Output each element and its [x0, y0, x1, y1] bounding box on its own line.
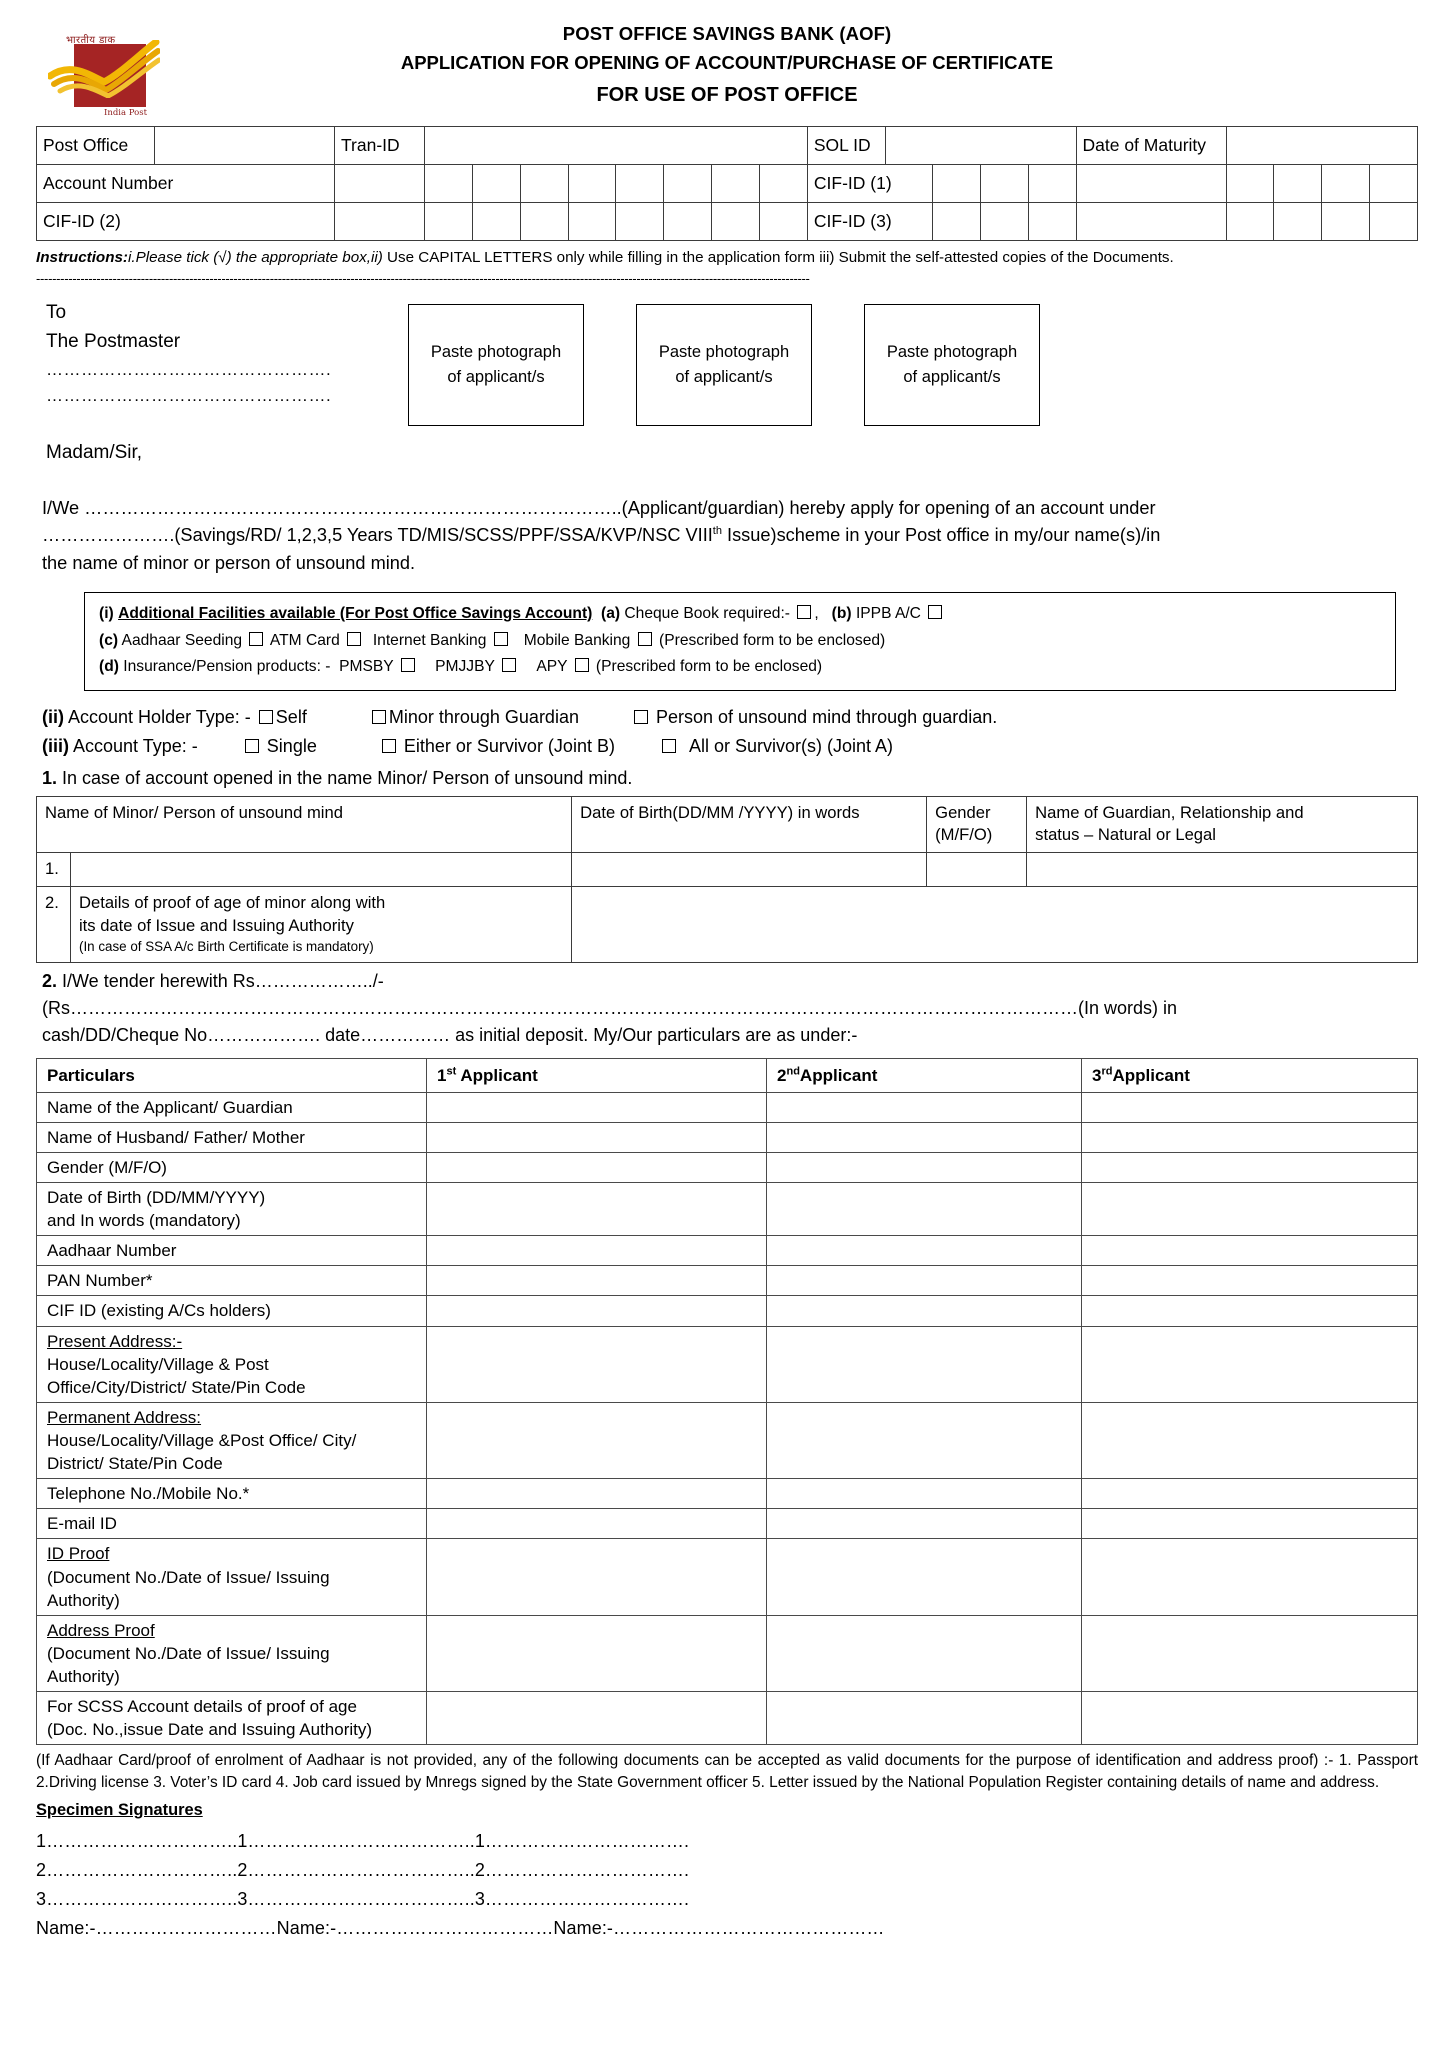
title-block — [36, 14, 1418, 108]
particulars-label-line: PAN Number* — [47, 1271, 153, 1291]
minor-details-table — [36, 796, 1418, 963]
minor-col-dob-main: Date of Birth — [580, 802, 673, 822]
minor-row1-guardian-field[interactable] — [1027, 853, 1418, 887]
facilities-pmsby-text: PMSBY — [339, 658, 394, 676]
cif3-box[interactable] — [1076, 203, 1226, 241]
account-holder-type-row — [42, 703, 1418, 732]
facilities-i-label: (i) — [99, 604, 114, 622]
checkbox-holder-unsound-mind[interactable] — [634, 710, 648, 724]
photo-box-2-line1: Paste photograph — [658, 343, 790, 361]
section2-cheque-blank[interactable]: ………………. — [207, 1024, 321, 1045]
facilities-c-label: (c) — [99, 631, 119, 649]
instructions-line — [36, 248, 1418, 268]
cif3-box[interactable] — [1226, 203, 1274, 241]
section1-heading — [42, 767, 1418, 791]
particulars-label-line: District/ State/Pin Code — [47, 1454, 223, 1474]
logo-swoosh-icon — [48, 40, 160, 98]
particulars-label-cell — [37, 1182, 427, 1235]
particulars-value-cell-applicant-1[interactable] — [427, 1326, 767, 1402]
table-row — [37, 1692, 1418, 1745]
cif2-box[interactable] — [712, 203, 760, 241]
declaration-line2-tail: Issue)scheme in your Post office in my/our name(s)/in — [721, 525, 1161, 546]
cif2-box[interactable] — [616, 203, 664, 241]
photo-box-1-line1: Paste photograph — [430, 343, 562, 361]
addressee-postmaster: The Postmaster — [46, 331, 181, 353]
particulars-label-line: House/Locality/Village & Post — [47, 1354, 269, 1374]
particulars-value-cell-applicant-3[interactable] — [1082, 1539, 1418, 1615]
specimen-signatures-block — [36, 1827, 1418, 1944]
office-row-2 — [37, 165, 1418, 203]
particulars-label-line: and In words (mandatory) — [47, 1211, 241, 1231]
section2-number: 2. — [42, 970, 58, 991]
section2-line1-b: /-(Rs — [42, 970, 384, 1018]
account-holder-type-num: (ii) — [42, 707, 64, 728]
particulars-label-line: ID Proof — [47, 1544, 110, 1564]
minor-table-header-row — [37, 796, 1418, 853]
particulars-value-cell-applicant-3[interactable] — [1082, 1509, 1418, 1539]
minor-col-name: Name of Minor/ Person of unsound mind — [37, 796, 572, 853]
declaration-name-blank[interactable]: …………………………………………………………………………….. — [84, 497, 622, 518]
option-holder-unsound-mind: Person of unsound mind through guardian. — [656, 707, 998, 728]
minor-col-guardian-l2: status – Natural or Legal — [1035, 825, 1216, 845]
particulars-label-line: Present Address:- — [47, 1331, 183, 1351]
cif2-box[interactable] — [760, 203, 808, 241]
facilities-d-note: (Prescribed form to be enclosed) — [595, 658, 823, 676]
documents-footnote: (If Aadhaar Card/proof of enrolment of Aadhaar is not provided, any of the following documents can be accepted as valid documents for the purpose of identification and address proof) :- 1. Passport 2.Driving license 3. Voter’s ID card 4. Job card issued by Mnregs signed by the State Government officer 5. Letter issued by the National Population Register containing details of name and address. — [36, 1752, 1418, 1792]
declaration-line1-tail: (Applicant/guardian) hereby apply for opening of an account under — [621, 497, 1156, 518]
checkbox-type-all-survivor[interactable] — [662, 739, 676, 753]
specimen-signatures-heading: Specimen Signatures — [36, 1801, 203, 1820]
particulars-col-header: Particulars — [37, 1058, 427, 1092]
particulars-value-cell-applicant-3[interactable] — [1082, 1182, 1418, 1235]
facilities-a-label: (a) — [601, 604, 621, 622]
particulars-label-line: Date of Birth (DD/MM/YYYY) — [47, 1187, 266, 1207]
facilities-cheque-book-text: Cheque Book required:- — [624, 604, 790, 622]
specimen-name-line[interactable]: Name:-…………………………Name:-………………………………Name:-……………………………………… — [36, 1918, 885, 1939]
facilities-aadhaar-seeding-text: Aadhaar Seeding — [121, 631, 243, 649]
minor-col-gender-l1: Gender — [935, 802, 991, 822]
particulars-value-cell-applicant-1[interactable] — [427, 1122, 767, 1152]
particulars-label-line: Gender (M/F/O) — [47, 1157, 167, 1177]
minor-col-gender-l2: (M/F/O) — [935, 825, 993, 845]
facilities-row-c — [99, 628, 1385, 655]
applicant3-num: 3 — [1092, 1065, 1102, 1085]
acct-box[interactable] — [520, 165, 568, 203]
office-row-1 — [37, 127, 1418, 165]
particulars-header-row — [37, 1058, 1418, 1092]
checkbox-pmjjby[interactable] — [502, 658, 516, 672]
particulars-value-cell-applicant-1[interactable] — [427, 1479, 767, 1509]
particulars-value-cell-applicant-3[interactable] — [1082, 1326, 1418, 1402]
label-sol-id: SOL ID — [807, 127, 885, 165]
checkbox-apy[interactable] — [575, 658, 589, 672]
cif1-box[interactable] — [1226, 165, 1274, 203]
particulars-value-cell-applicant-1[interactable] — [427, 1692, 767, 1745]
particulars-label-cell — [37, 1539, 427, 1615]
particulars-value-cell-applicant-1[interactable] — [427, 1266, 767, 1296]
particulars-value-cell-applicant-2[interactable] — [767, 1479, 1082, 1509]
particulars-label-line: Authority) — [47, 1666, 120, 1686]
particulars-value-cell-applicant-3[interactable] — [1082, 1236, 1418, 1266]
particulars-value-cell-applicant-1[interactable] — [427, 1236, 767, 1266]
particulars-label-cell — [37, 1092, 427, 1122]
applicant2-sup: nd — [786, 1064, 800, 1077]
particulars-value-cell-applicant-2[interactable] — [767, 1152, 1082, 1182]
cif3-box[interactable] — [1274, 203, 1322, 241]
cif3-box[interactable] — [1370, 203, 1418, 241]
acct-box[interactable] — [472, 165, 520, 203]
instructions-rest: Use CAPITAL LETTERS only while filling in the application form iii) Submit the self-attested copies of the Documents. — [382, 249, 1174, 266]
option-holder-minor-guardian: Minor through Guardian — [388, 707, 579, 728]
checkbox-aadhaar-seeding[interactable] — [249, 632, 263, 646]
section2-line2-a: cash/DD/Cheque No — [42, 1024, 208, 1045]
account-type-label: Account Type: - — [73, 736, 198, 757]
cif2-box[interactable] — [568, 203, 616, 241]
minor-table-row-2 — [37, 887, 1418, 962]
acct-box[interactable] — [712, 165, 760, 203]
cif1-box[interactable] — [1028, 165, 1076, 203]
section1-title: In case of account opened in the name Minor/ Person of unsound mind. — [57, 767, 633, 788]
field-sol-id[interactable] — [885, 127, 1076, 165]
option-type-single: Single — [266, 736, 317, 757]
particulars-table — [36, 1058, 1418, 1746]
particulars-value-cell-applicant-2[interactable] — [767, 1092, 1082, 1122]
form-title-main: POST OFFICE SAVINGS BANK (AOF) — [562, 23, 892, 44]
facilities-i-title: Additional Facilities available (For Post Office Savings Account) — [118, 604, 593, 622]
facilities-c-note: (Prescribed form to be enclosed) — [659, 631, 886, 649]
checkbox-mobile-banking[interactable] — [638, 632, 652, 646]
particulars-value-cell-applicant-2[interactable] — [767, 1692, 1082, 1745]
declaration-iwe: I/We — [42, 497, 85, 518]
label-post-office: Post Office — [37, 127, 155, 165]
declaration-scheme-list: (Savings/RD/ 1,2,3,5 Years TD/MIS/SCSS/PPF/SSA/KVP/NSC VIII — [174, 525, 713, 546]
particulars-value-cell-applicant-2[interactable] — [767, 1615, 1082, 1691]
option-type-either-survivor: Either or Survivor (Joint B) — [403, 736, 615, 757]
particulars-label-cell — [37, 1236, 427, 1266]
specimen-line-3[interactable]: 3…………………………..3………………………………..3……………………………. — [36, 1888, 690, 1909]
account-type-row — [42, 732, 1418, 761]
instructions-label: Instructions: — [36, 249, 128, 266]
particulars-value-cell-applicant-1[interactable] — [427, 1152, 767, 1182]
acct-box[interactable] — [335, 165, 425, 203]
declaration-scheme-blank[interactable]: …………………. — [42, 525, 175, 546]
photo-box-1-line2: of applicant/s — [447, 367, 545, 386]
minor-col-guardian — [1027, 796, 1418, 853]
particulars-label-line: E-mail ID — [47, 1514, 117, 1534]
minor-col-dob — [572, 796, 927, 853]
particulars-label-cell — [37, 1692, 427, 1745]
section2-line1-a: I/We tender herewith Rs — [57, 970, 255, 991]
applicant2-col-header — [767, 1058, 1082, 1092]
particulars-label-cell — [37, 1152, 427, 1182]
instructions-divider: ------------------------------------------------------------------------------------------------------------------------------------------------------------------------------------------------ — [36, 270, 810, 286]
applicant3-sup: rd — [1101, 1064, 1113, 1077]
particulars-body — [37, 1092, 1418, 1745]
form-title-sub: APPLICATION FOR OPENING OF ACCOUNT/PURCHASE OF CERTIFICATE — [400, 52, 1054, 74]
photo-box-1[interactable] — [408, 304, 584, 426]
particulars-value-cell-applicant-2[interactable] — [767, 1266, 1082, 1296]
applicant1-col-header — [427, 1058, 767, 1092]
table-row — [37, 1615, 1418, 1691]
particulars-value-cell-applicant-1[interactable] — [427, 1509, 767, 1539]
particulars-label-cell — [37, 1326, 427, 1402]
acct-box[interactable] — [425, 165, 473, 203]
photo-box-2-line2: of applicant/s — [675, 367, 773, 386]
particulars-value-cell-applicant-1[interactable] — [427, 1615, 767, 1691]
facilities-row-d — [99, 654, 1385, 681]
office-use-table — [36, 126, 1418, 241]
particulars-value-cell-applicant-3[interactable] — [1082, 1122, 1418, 1152]
particulars-value-cell-applicant-3[interactable] — [1082, 1692, 1418, 1745]
minor-row2-label — [71, 887, 572, 962]
table-row — [37, 1509, 1418, 1539]
particulars-label-line: Permanent Address: — [47, 1407, 202, 1427]
particulars-value-cell-applicant-2[interactable] — [767, 1402, 1082, 1478]
particulars-label-line: (Document No./Date of Issue/ Issuing — [47, 1567, 330, 1587]
cif1-box[interactable] — [932, 165, 980, 203]
addressee-and-photos — [36, 298, 1418, 446]
addressee-line-2[interactable]: …………………………………………. — [46, 385, 332, 405]
checkbox-cheque-book[interactable] — [797, 605, 811, 619]
checkbox-type-single[interactable] — [245, 739, 259, 753]
cif2-box[interactable] — [335, 203, 425, 241]
acct-box[interactable] — [664, 165, 712, 203]
section2-paragraph — [42, 968, 1418, 1049]
particulars-value-cell-applicant-2[interactable] — [767, 1539, 1082, 1615]
particulars-label-line: For SCSS Account details of proof of age — [47, 1697, 357, 1717]
particulars-value-cell-applicant-3[interactable] — [1082, 1479, 1418, 1509]
account-type-num: (iii) — [42, 736, 69, 757]
facilities-insurance-text: Insurance/Pension products: - — [123, 658, 331, 676]
additional-facilities-box — [84, 592, 1396, 691]
particulars-value-cell-applicant-2[interactable] — [767, 1122, 1082, 1152]
particulars-label-cell — [37, 1402, 427, 1478]
minor-row1-gender-field[interactable] — [927, 853, 1027, 887]
particulars-value-cell-applicant-3[interactable] — [1082, 1296, 1418, 1326]
addressee-to: To — [46, 301, 67, 323]
particulars-value-cell-applicant-3[interactable] — [1082, 1402, 1418, 1478]
particulars-value-cell-applicant-1[interactable] — [427, 1182, 767, 1235]
cif1-box[interactable] — [1076, 165, 1226, 203]
section2-line1-c: (In words) in — [1078, 997, 1178, 1018]
addressee-line-1[interactable]: …………………………………………. — [46, 359, 332, 379]
particulars-label-line: CIF ID (existing A/Cs holders) — [47, 1301, 271, 1321]
particulars-value-cell-applicant-2[interactable] — [767, 1236, 1082, 1266]
minor-row1-name-field[interactable] — [71, 853, 572, 887]
particulars-label-line: (Doc. No.,issue Date and Issuing Authority) — [47, 1720, 373, 1740]
cif3-box[interactable] — [932, 203, 980, 241]
field-date-of-maturity[interactable] — [1226, 127, 1418, 165]
cif1-box[interactable] — [1322, 165, 1370, 203]
table-row — [37, 1539, 1418, 1615]
declaration-line3: the name of minor or person of unsound mind. — [42, 553, 416, 574]
applicant1-rest: Applicant — [456, 1065, 538, 1085]
label-tran-id: Tran-ID — [335, 127, 425, 165]
cif1-box[interactable] — [980, 165, 1028, 203]
table-row — [37, 1092, 1418, 1122]
checkbox-ippb-ac[interactable] — [928, 605, 942, 619]
label-cif-id-1: CIF-ID (1) — [807, 165, 932, 203]
facilities-b-label: (b) — [831, 604, 852, 622]
checkbox-internet-banking[interactable] — [494, 632, 508, 646]
particulars-label-line: Address Proof — [47, 1620, 155, 1640]
account-holder-type-label: Account Holder Type: - — [68, 707, 251, 728]
field-post-office[interactable] — [155, 127, 335, 165]
particulars-value-cell-applicant-3[interactable] — [1082, 1092, 1418, 1122]
minor-row2-line3: (In case of SSA A/c Birth Certificate is mandatory) — [79, 939, 374, 955]
facilities-ippb-text: IPPB A/C — [855, 604, 921, 622]
minor-row1-dob-field[interactable] — [572, 853, 927, 887]
table-row — [37, 1266, 1418, 1296]
minor-row2-number: 2. — [37, 887, 71, 962]
particulars-label-line: Authority) — [47, 1590, 120, 1610]
applicant1-sup: st — [446, 1064, 457, 1077]
table-row — [37, 1479, 1418, 1509]
india-post-logo — [48, 22, 160, 120]
facilities-mobile-banking-text: Mobile Banking — [523, 631, 631, 649]
particulars-label-line: Telephone No./Mobile No.* — [47, 1484, 250, 1504]
particulars-value-cell-applicant-2[interactable] — [767, 1509, 1082, 1539]
minor-table-row-1 — [37, 853, 1418, 887]
page-header — [36, 14, 1418, 126]
cif3-box[interactable] — [980, 203, 1028, 241]
checkbox-holder-minor-guardian[interactable] — [372, 710, 386, 724]
facilities-comma: , — [814, 604, 819, 622]
cif2-box[interactable] — [472, 203, 520, 241]
table-row — [37, 1236, 1418, 1266]
checkbox-atm-card[interactable] — [347, 632, 361, 646]
minor-col-dob-format: (DD/MM /YYYY) — [672, 802, 794, 822]
facilities-internet-banking-text: Internet Banking — [372, 631, 487, 649]
minor-col-dob-words: in words — [793, 802, 860, 822]
section1-number: 1. — [42, 767, 58, 788]
applicant2-num: 2 — [777, 1065, 787, 1085]
particulars-label-line: Name of Husband/ Father/ Mother — [47, 1127, 305, 1147]
photo-box-3-line1: Paste photograph — [886, 343, 1018, 361]
form-title-office-use: FOR USE OF POST OFFICE — [596, 83, 858, 106]
particulars-value-cell-applicant-2[interactable] — [767, 1296, 1082, 1326]
facilities-atm-card-text: ATM Card — [269, 631, 340, 649]
cif2-box[interactable] — [664, 203, 712, 241]
label-cif-id-3: CIF-ID (3) — [807, 203, 932, 241]
checkbox-pmsby[interactable] — [401, 658, 415, 672]
cif3-box[interactable] — [1322, 203, 1370, 241]
minor-row2-line1: Details of proof of age of minor along with — [79, 893, 386, 913]
particulars-value-cell-applicant-2[interactable] — [767, 1326, 1082, 1402]
logo-hindi-text: भारतीय डाक — [66, 35, 116, 46]
applicant1-num: 1 — [437, 1065, 447, 1085]
acct-box[interactable] — [760, 165, 808, 203]
table-row — [37, 1402, 1418, 1478]
applicant2-rest: Applicant — [799, 1065, 878, 1085]
particulars-label-line: (Document No./Date of Issue/ Issuing — [47, 1643, 330, 1663]
applicant3-rest: Applicant — [1112, 1065, 1190, 1085]
table-row — [37, 1182, 1418, 1235]
acct-box[interactable] — [568, 165, 616, 203]
particulars-value-cell-applicant-3[interactable] — [1082, 1266, 1418, 1296]
particulars-label-cell — [37, 1615, 427, 1691]
field-tran-id[interactable] — [425, 127, 808, 165]
minor-col-guardian-l1: Name of Guardian, Relationship and — [1035, 802, 1304, 822]
photo-box-2[interactable] — [636, 304, 812, 426]
section2-amount-blank[interactable]: ……………….. — [254, 970, 373, 991]
declaration-paragraph — [42, 495, 1418, 578]
particulars-value-cell-applicant-1[interactable] — [427, 1539, 767, 1615]
minor-row2-line2: its date of Issue and Issuing Authority — [79, 916, 354, 936]
checkbox-type-either-survivor[interactable] — [382, 739, 396, 753]
specimen-line-1[interactable]: 1…………………………..1………………………………..1……………………………. — [36, 1830, 690, 1851]
cif2-box[interactable] — [520, 203, 568, 241]
option-type-all-survivor: All or Survivor(s) (Joint A) — [689, 736, 894, 757]
particulars-label-line: Name of the Applicant/ Guardian — [47, 1097, 293, 1117]
facilities-row-i — [99, 601, 1385, 628]
applicant3-col-header — [1082, 1058, 1418, 1092]
checkbox-holder-self[interactable] — [259, 710, 273, 724]
particulars-label-line: Aadhaar Number — [47, 1241, 177, 1261]
facilities-d-label: (d) — [99, 658, 119, 676]
table-row — [37, 1326, 1418, 1402]
cif1-box[interactable] — [1274, 165, 1322, 203]
table-row — [37, 1122, 1418, 1152]
particulars-label-cell — [37, 1509, 427, 1539]
photo-box-3-line2: of applicant/s — [903, 367, 1001, 386]
label-cif-id-2: CIF-ID (2) — [37, 203, 335, 241]
particulars-label-cell — [37, 1266, 427, 1296]
table-row — [37, 1296, 1418, 1326]
section2-date-blank[interactable]: …………… — [360, 1024, 451, 1045]
particulars-value-cell-applicant-1[interactable] — [427, 1296, 767, 1326]
photo-boxes — [408, 304, 1040, 426]
salutation: Madam/Sir, — [46, 441, 143, 463]
minor-col-gender — [927, 796, 1027, 853]
cif2-box[interactable] — [425, 203, 473, 241]
photo-box-3[interactable] — [864, 304, 1040, 426]
label-account-number: Account Number — [37, 165, 335, 203]
section2-line2-b: date — [320, 1024, 361, 1045]
office-row-3 — [37, 203, 1418, 241]
logo-english-text: India Post — [104, 108, 148, 118]
particulars-label-cell — [37, 1122, 427, 1152]
declaration-ordinal-sup: th — [712, 525, 722, 538]
minor-row1-number: 1. — [37, 853, 71, 887]
particulars-value-cell-applicant-3[interactable] — [1082, 1615, 1418, 1691]
cif3-box[interactable] — [1028, 203, 1076, 241]
facilities-pmjjby-text: PMJJBY — [435, 658, 495, 676]
addressee-block — [46, 298, 386, 410]
particulars-label-line: House/Locality/Village &Post Office/ City/ — [47, 1430, 357, 1450]
instructions-italic: i.Please tick (√) the appropriate box,ii) — [127, 249, 383, 266]
particulars-label-cell — [37, 1296, 427, 1326]
facilities-apy-text: APY — [536, 658, 568, 676]
particulars-value-cell-applicant-3[interactable] — [1082, 1152, 1418, 1182]
table-row — [37, 1152, 1418, 1182]
label-date-of-maturity: Date of Maturity — [1076, 127, 1226, 165]
section2-line2-c: as initial deposit. My/Our particulars are as under:- — [450, 1024, 858, 1045]
specimen-line-2[interactable]: 2…………………………..2………………………………..2……………………………. — [36, 1859, 690, 1880]
acct-box[interactable] — [616, 165, 664, 203]
particulars-value-cell-applicant-1[interactable] — [427, 1402, 767, 1478]
option-holder-self: Self — [275, 707, 307, 728]
particulars-value-cell-applicant-1[interactable] — [427, 1092, 767, 1122]
minor-row2-proof-field[interactable] — [572, 887, 1418, 962]
particulars-label-cell — [37, 1479, 427, 1509]
particulars-value-cell-applicant-2[interactable] — [767, 1182, 1082, 1235]
particulars-label-line: Office/City/District/ State/Pin Code — [47, 1377, 306, 1397]
section2-words-blank[interactable]: …………………………………………………………………………………………………………………………………………………… — [70, 997, 1078, 1018]
cif1-box[interactable] — [1370, 165, 1418, 203]
